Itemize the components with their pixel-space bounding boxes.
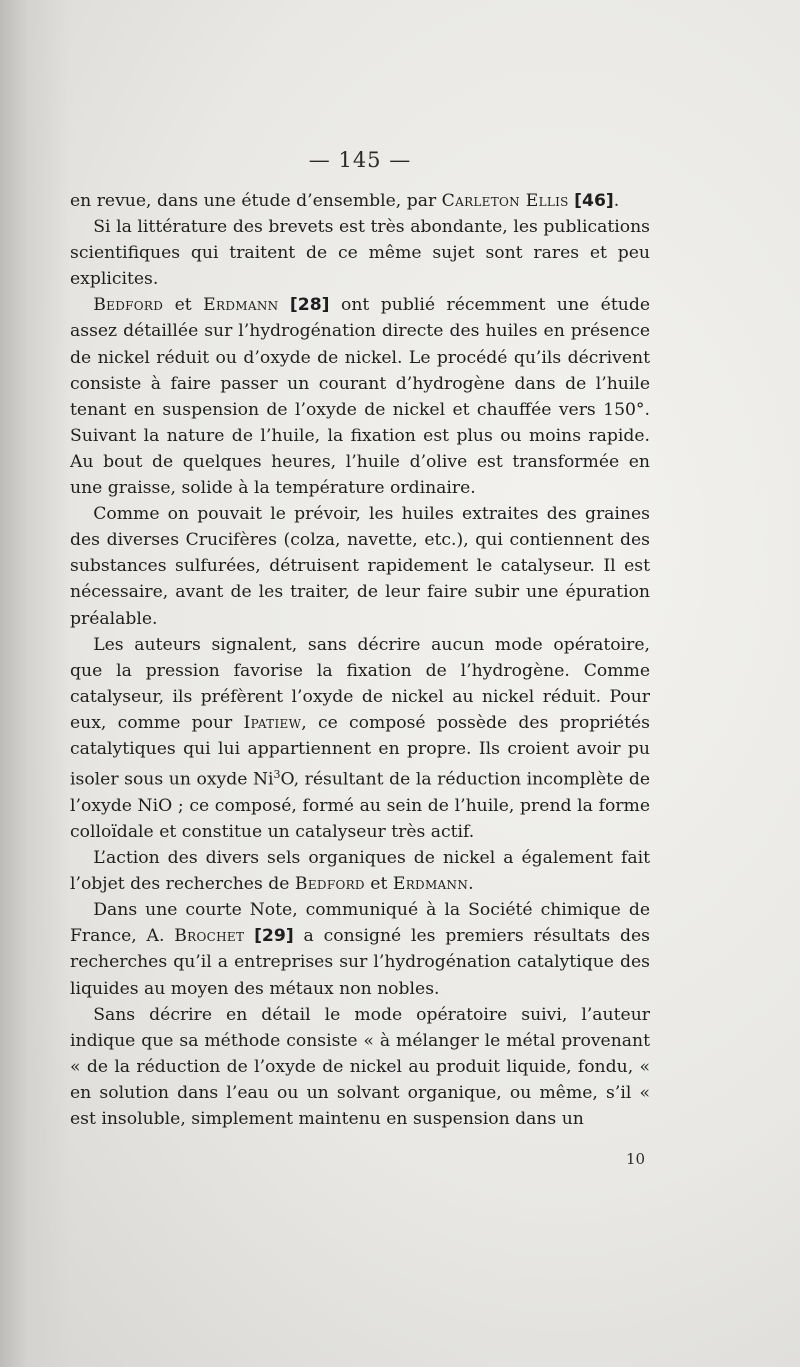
signature-mark: 10 bbox=[626, 1150, 646, 1168]
paragraph-4: Comme on pouvait le prévoir, les huiles extraites des graines des diverses Crucifères (colza, navette, etc.), qui contiennent des substances sulfurées, détruisent rapidement le catalyseur. Il est nécessaire, avant de les traiter, de leur faire subir une épuration préalable. bbox=[70, 504, 650, 629]
paragraph-2: Si la littérature des brevets est très abondante, les publications scientifiques qui traitent de ce même sujet sont rares et peu explicites. bbox=[70, 217, 650, 290]
paragraph-3-text: ont publié récemment une étude assez détaillée sur l’hydrogénation directe des huiles en présence de nickel réduit ou d’oxyde de nickel. Le procédé qu’ils décrivent consiste à faire passer un courant d’hydrogène dans de l’huile tenant en suspension de l’oxyde de nickel et chauffée vers 150°. Suivant la nature de l’huile, la fixation est plus ou moins rapide. Au bout de quelques heures, l’huile d’olive est transformée en une graisse, solide à la température ordinaire. bbox=[70, 295, 650, 499]
paragraph-3-et: et bbox=[163, 295, 204, 316]
paragraph-6-text: L’action des divers sels organiques de nickel a également fait l’objet des recherches de bbox=[70, 848, 650, 895]
paragraph-6-et: et bbox=[364, 874, 393, 895]
author-erdmann: Erdmann bbox=[203, 295, 279, 316]
author-brochet: Brochet bbox=[174, 926, 245, 947]
paragraph-1 bbox=[70, 188, 650, 214]
reference-28: [28] bbox=[289, 295, 330, 316]
paragraph-1-end: . bbox=[613, 191, 620, 211]
body-text bbox=[70, 188, 650, 1132]
paragraph-7-text-a: Dans une courte Note, communiqué à la Société chimique de France, A. bbox=[70, 900, 650, 947]
paragraph-5-text-a: Les auteurs signalent, sans décrire aucun mode opératoire, que la pression favorise la fixation de l’hydrogène. Comme catalyseur, ils préfèrent l’oxyde de nickel au nickel réduit. Pour eux, comme pour bbox=[70, 634, 650, 733]
author-bedford-2: Bedford bbox=[294, 874, 365, 895]
paragraph-6 bbox=[70, 845, 650, 897]
paragraph-5-text-b: , ce composé possède des propriétés catalytiques qui lui appartiennent en propre. Ils croient avoir pu isoler sous un oxyde Ni bbox=[70, 712, 651, 790]
author-bedford: Bedford bbox=[93, 295, 164, 316]
reference-46: [46] bbox=[574, 191, 614, 211]
subscript-3: 3 bbox=[273, 768, 281, 782]
paragraph-8: Sans décrire en détail le mode opératoire suivi, l’auteur indique que sa méthode consiste « à mélanger le métal provenant « de la réduction de l’oxyde de nickel au produit liquide, fondu, « en solution dans l’eau ou un solvant organique, ou même, s’il « est insoluble, simplement maintenu en suspension dans un bbox=[70, 1004, 650, 1130]
gutter-shadow bbox=[0, 0, 70, 1367]
paragraph-6-end: . bbox=[468, 874, 474, 895]
paragraph-5 bbox=[70, 632, 650, 845]
paragraph-7 bbox=[70, 897, 650, 1001]
page-number: — 145 — bbox=[308, 148, 412, 172]
author-ipatiew: Ipatiew bbox=[243, 712, 302, 733]
author-erdmann-2: Erdmann bbox=[392, 874, 469, 895]
paragraph-5-text-c: O, résultant de la réduction incomplète de l’oxyde NiO ; ce composé, formé au sein de l’huile, prend la forme colloïdale et constitue un catalyseur très actif. bbox=[70, 769, 650, 842]
paragraph-3 bbox=[70, 292, 650, 501]
reference-29: [29] bbox=[254, 926, 294, 947]
author-carleton-ellis: Carleton Ellis bbox=[441, 191, 569, 211]
paragraph-1-text: en revue, dans une étude d’ensemble, par bbox=[70, 191, 442, 211]
paragraph-7-text-b: a consigné les premiers résultats des recherches qu’il a entreprises sur l’hydrogénation catalytique des liquides au moyen des métaux non nobles. bbox=[70, 926, 650, 999]
